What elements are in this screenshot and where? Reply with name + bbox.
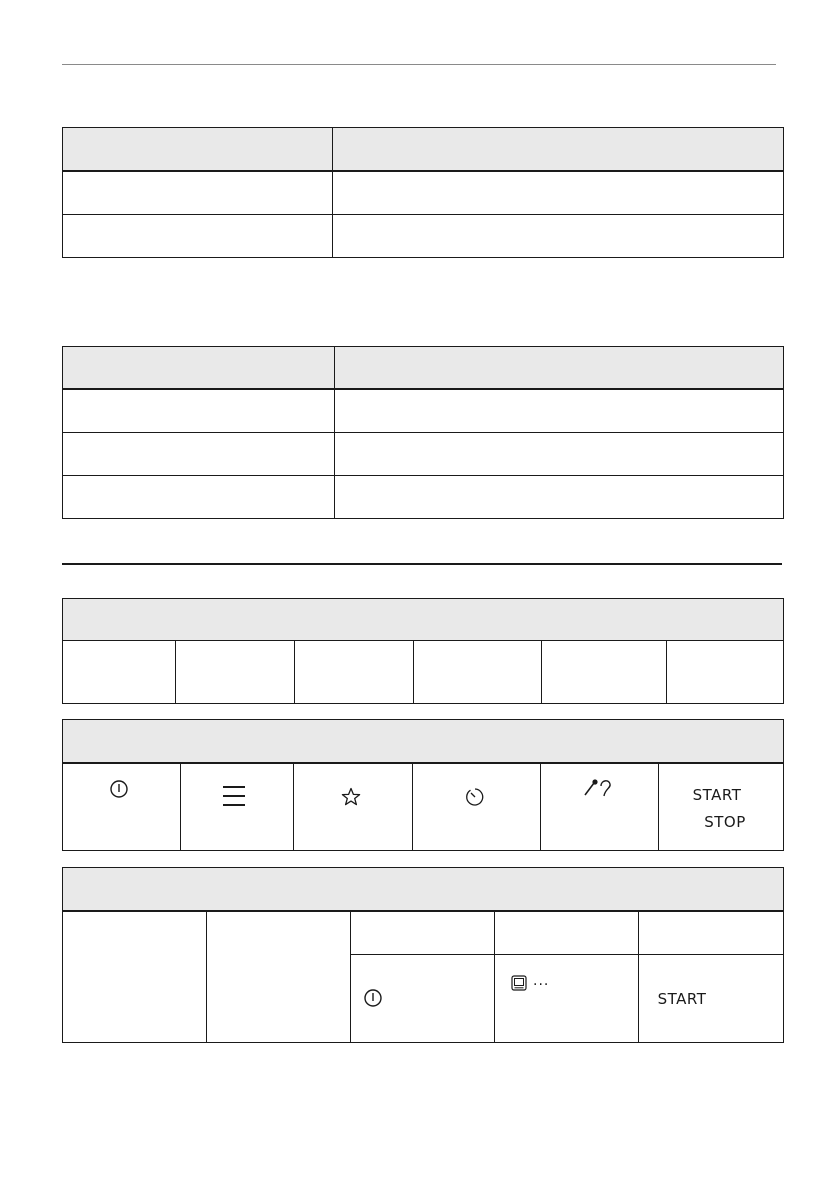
power-icon xyxy=(109,779,129,799)
table-3 xyxy=(62,598,784,704)
key-cell-menu xyxy=(181,763,294,851)
table-cell xyxy=(63,911,207,1043)
step-power-cell xyxy=(351,955,495,1043)
table-cell xyxy=(63,433,335,476)
table-cell xyxy=(63,476,335,519)
table-cell xyxy=(333,171,784,215)
table-cell xyxy=(667,641,784,704)
table-cell xyxy=(335,389,784,433)
key-cell-food-probe xyxy=(541,763,659,851)
section-rule xyxy=(62,563,782,565)
table-cell xyxy=(414,641,542,704)
table-header-row xyxy=(63,868,784,912)
control-panel-table xyxy=(62,719,784,851)
table-header-cell xyxy=(63,720,784,764)
table-header-cell xyxy=(335,347,784,390)
food-probe-icon xyxy=(583,777,617,801)
table-cell xyxy=(63,389,335,433)
table-cell xyxy=(63,215,333,258)
table-header-row xyxy=(63,720,784,764)
key-cell-start-stop xyxy=(659,763,784,851)
table-header-cell xyxy=(63,599,784,641)
table-1 xyxy=(62,127,784,258)
table-header-row xyxy=(63,128,784,172)
table-row xyxy=(63,911,784,955)
oven-display-icon xyxy=(511,975,527,991)
timer-icon xyxy=(464,786,486,808)
start-key-label: START xyxy=(657,990,707,1008)
table-row xyxy=(63,215,784,258)
table-header-cell xyxy=(63,128,333,172)
table-cell xyxy=(333,215,784,258)
step-start-cell xyxy=(639,955,784,1043)
table-cell xyxy=(207,911,351,1043)
key-cell-favourite xyxy=(294,763,413,851)
top-rule xyxy=(62,64,776,65)
table-cell xyxy=(639,911,784,955)
table-row xyxy=(63,433,784,476)
table-row xyxy=(63,641,784,704)
power-icon xyxy=(363,988,383,1008)
table-row xyxy=(63,763,784,851)
table-header-row xyxy=(63,347,784,390)
table-row xyxy=(63,171,784,215)
table-row xyxy=(63,389,784,433)
table-header-row xyxy=(63,599,784,641)
table-header-cell xyxy=(333,128,784,172)
table-5 xyxy=(62,867,784,1043)
table-header-cell xyxy=(63,868,784,912)
table-cell xyxy=(335,476,784,519)
table-cell xyxy=(176,641,295,704)
step-display-cell xyxy=(495,955,639,1043)
table-cell xyxy=(335,433,784,476)
menu-icon xyxy=(222,785,246,807)
table-header-cell xyxy=(63,347,335,390)
key-cell-timer xyxy=(413,763,541,851)
table-cell xyxy=(63,641,176,704)
table-cell xyxy=(495,911,639,955)
table-cell xyxy=(63,171,333,215)
table-row xyxy=(63,476,784,519)
key-cell-power xyxy=(63,763,181,851)
start-key-label: START xyxy=(692,786,742,804)
table-cell xyxy=(542,641,667,704)
table-cell xyxy=(295,641,414,704)
star-icon xyxy=(341,787,361,807)
table-cell xyxy=(351,911,495,955)
stop-key-label: STOP xyxy=(704,813,746,831)
display-suffix: ... xyxy=(533,973,550,989)
table-2 xyxy=(62,346,784,519)
